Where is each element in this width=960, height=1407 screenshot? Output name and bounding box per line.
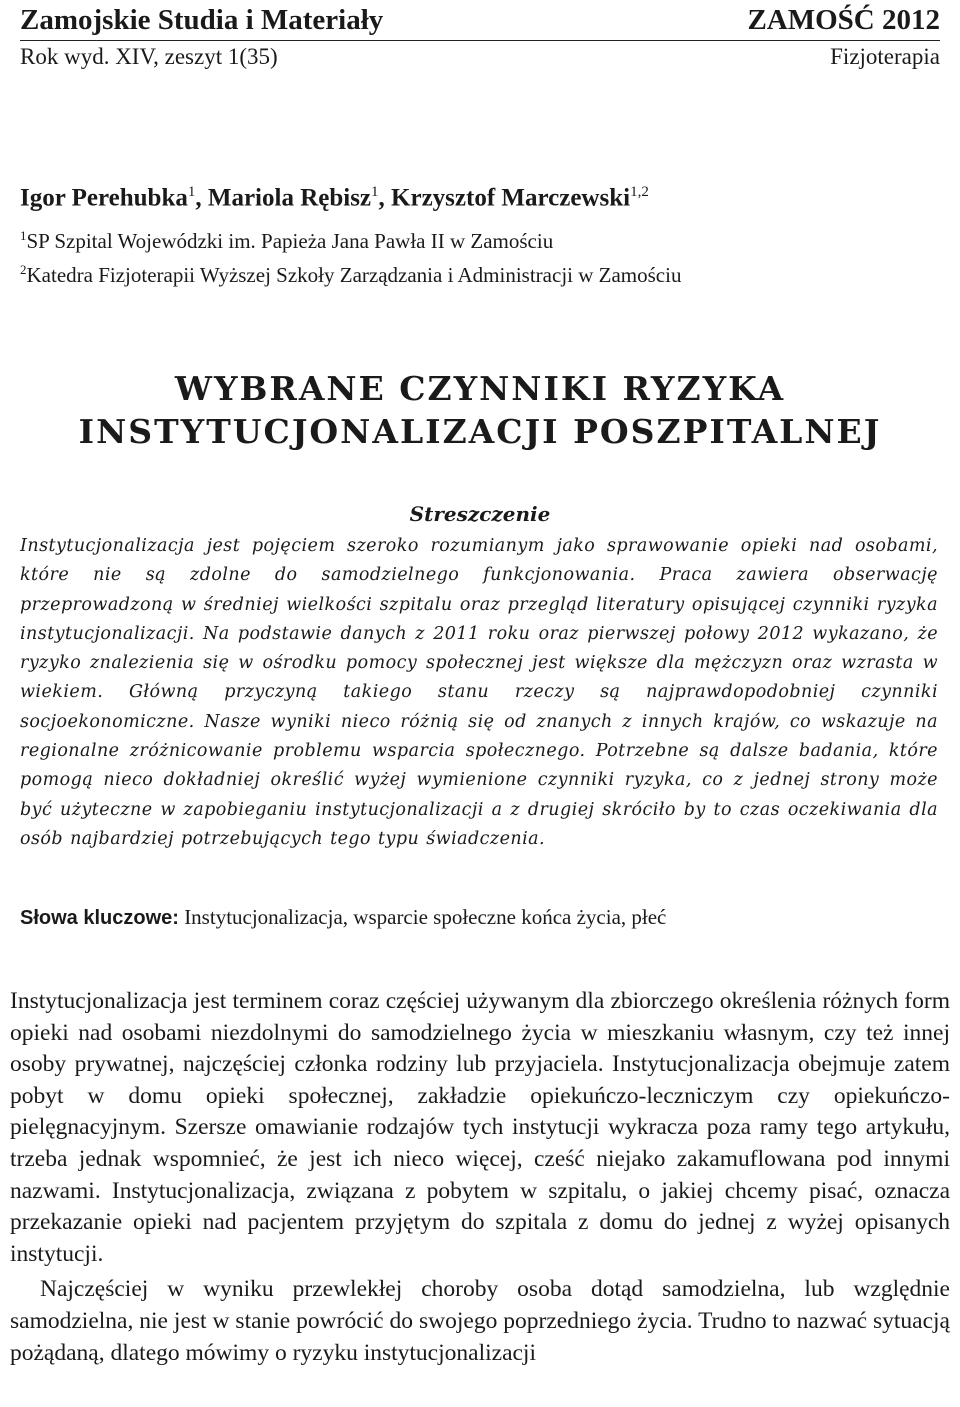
affiliation [20, 262, 681, 288]
keywords-text: Instytucjonalizacja, wsparcie społeczne końca życia, płeć [184, 905, 667, 929]
abstract-heading: Streszczenie [409, 502, 551, 526]
section-name: Fizjoterapia [830, 44, 940, 69]
body-paragraph: Najczęściej w wyniku przewlekłej choroby osoba dotąd samodzielna, lub względnie samodzielna, nie jest w stanie powrócić do swojego poprzedniego życia. Trudno to nazwać sytuacją pożądaną, dlatego mówimy o ryzyku instytucjonalizacji [10, 1276, 950, 1366]
issue-line [20, 44, 940, 76]
issue-info: Rok wyd. XIV, zeszyt 1(35) [20, 44, 278, 69]
keywords [20, 905, 666, 930]
affiliation-number: 2 [20, 262, 27, 277]
author-name: Mariola Rębisz [207, 184, 372, 212]
author-name: Igor Perehubka [20, 184, 188, 212]
author-affiliation-mark: 1 [371, 184, 379, 200]
journal-title: Zamojskie Studia i Materiały [20, 4, 384, 36]
author-name: Krzysztof Marczewski [391, 184, 631, 212]
affiliation-number: 1 [20, 228, 27, 243]
paper-title-line: WYBRANE CZYNNIKI RYZYKA [174, 369, 786, 408]
keywords-label: Słowa kluczowe: [20, 907, 179, 929]
affiliation-text: SP Szpital Wojewódzki im. Papieża Jana Pawła II w Zamościu [26, 229, 554, 253]
abstract-text: Instytucjonalizacja jest pojęciem szeroko rozumianym jako sprawowanie opieki nad osobami, które nie są zdolne do samodzielnego funkcjonowania. Praca zawiera obserwację przeprowadzoną w średniej wielkości szpitalu oraz przegląd literatury opisującej czynniki ryzyka instytucjonalizacji. Na podstawie danych z 2011 roku oraz pierwszej połowy 2012 wykazano, że ryzyko znalezienia się w ośrodku pomocy społecznej jest większe dla mężczyzn oraz wzrasta w wiekiem. Główną przyczyną takiego stanu rzeczy są najprawdopodobniej czynniki socjoekonomiczne. Nasze wyniki nieco różnią się od znanych z innych krajów, co wskazuje na regionalne zróżnicowanie problemu wsparcia społecznego. Potrzebne są dalsze badania, które pomogą nieco dokładniej określić wyżej wymienione czynniki ryzyka, co z jednej strony może być użyteczne w zapobieganiu instytucjonalizacji a z drugiej skróciło by to czas oczekiwania dla osób najbardziej potrzebujących tego typu świadczenia. [20, 536, 938, 849]
journal-header [20, 4, 940, 41]
author-affiliation-mark: 1 [187, 184, 196, 200]
affiliation [20, 228, 553, 254]
place-year: ZAMOŚĆ 2012 [747, 4, 940, 36]
paper-title-line: INSTYTUCJONALIZACJI POSZPITALNEJ [78, 412, 882, 451]
article-body [10, 986, 950, 1369]
affiliation-text: Katedra Fizjoterapii Wyższej Szkoły Zarządzania i Administracji w Zamościu [26, 263, 682, 287]
author-affiliation-mark: 1,2 [630, 184, 649, 200]
author-list: Igor Perehubka$^1$, Mariola Rębisz$^1$, Krzysztof Marczewski$^{1,2}$ [20, 184, 649, 212]
body-paragraph: Instytucjonalizacja jest terminem coraz częściej używanym dla zbiorczego określenia różnych form opieki nad osobami niezdolnymi do samodzielnego życia w mieszkaniu własnym, czy też innej osoby prywatnej, najczęściej członka rodziny lub przyjaciela. Instytucjonalizacja obejmuje zatem pobyt w domu opieki społecznej, zakładzie opiekuńczo-leczniczym czy opiekuńczo-pielęgnacyjnym. Szersze omawianie rodzajów tych instytucji wykracza poza ramy tego artykułu, trzeba jednak wspomnieć, że jest ich nieco więcej, cześć niejako zakamuflowana pod innymi nazwami. Instytucjonalizacja, związana z pobytem w szpitalu, o jakiej chcemy pisać, oznacza przekazanie opieki nad pacjentem przyjętym do szpitala z domu do jednej z wyżej opisanych instytucji. [10, 988, 950, 1267]
